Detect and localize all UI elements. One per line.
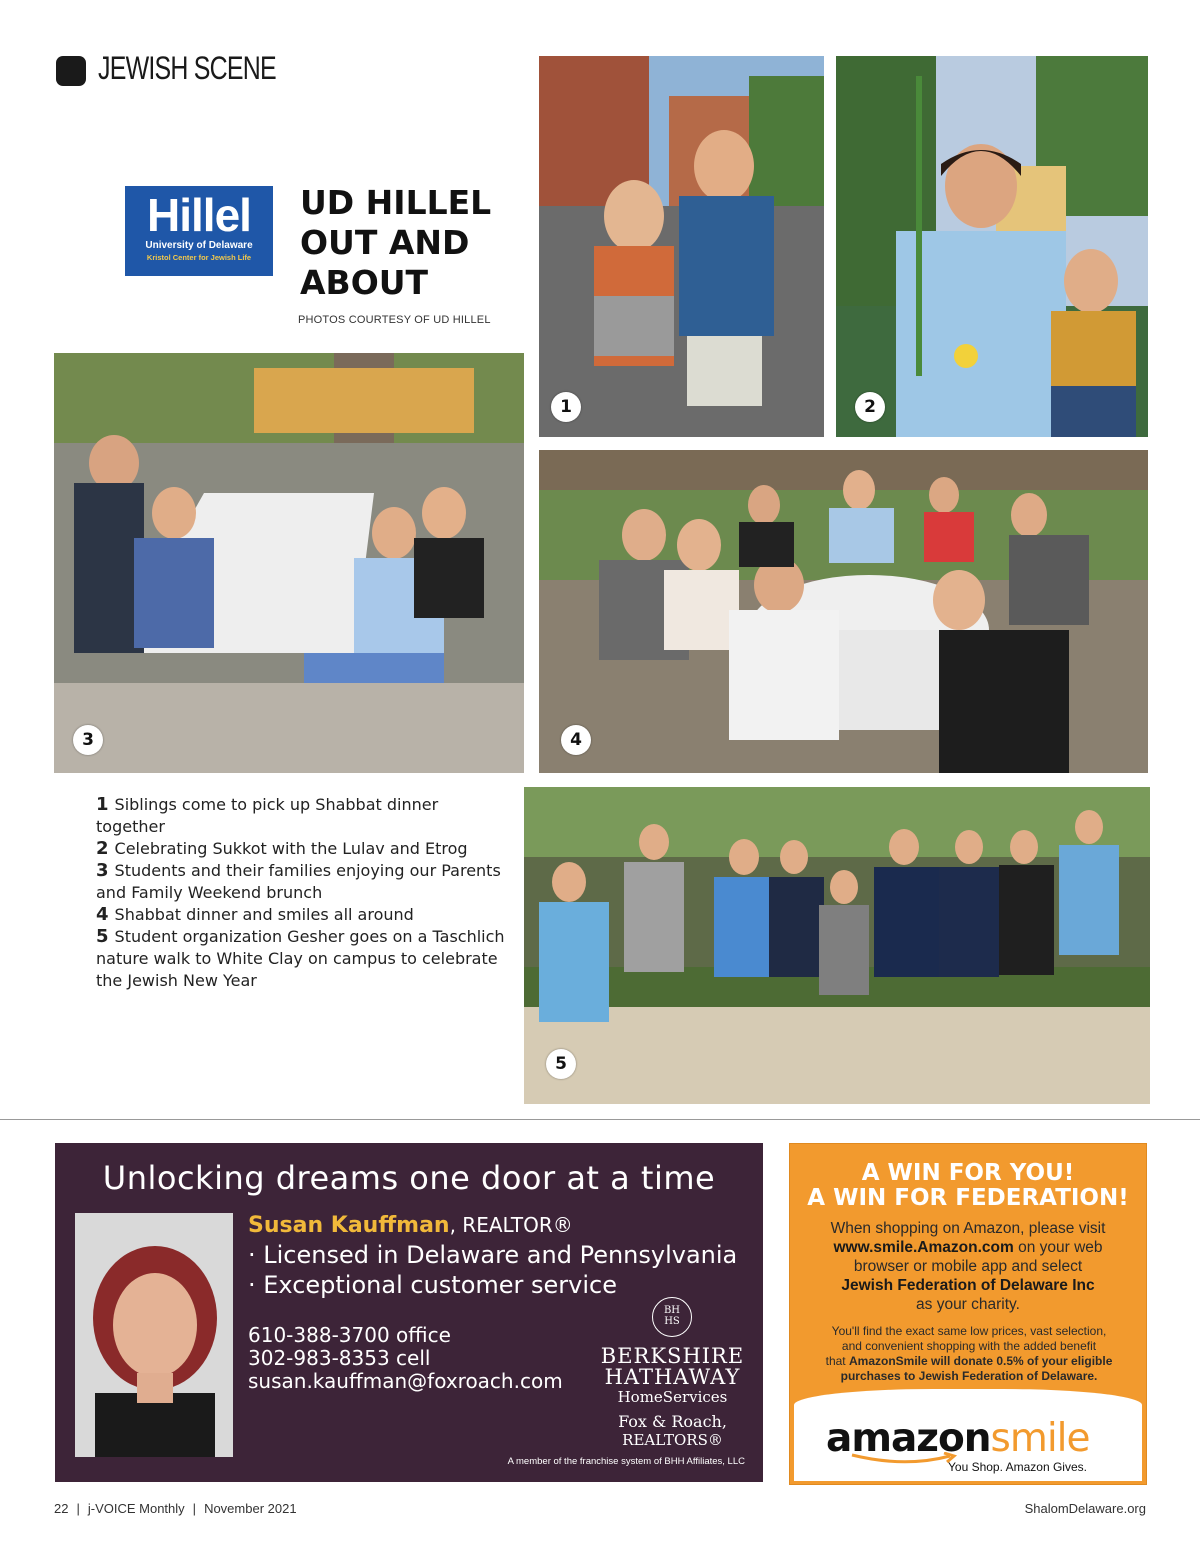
photo-badge: 1 xyxy=(551,392,581,422)
amazon-headline: A WIN FOR FEDERATION! xyxy=(807,1185,1129,1211)
caption-item: 5 Student organization Gesher goes on a Taschlich nature walk to White Clay on campus to celebrate the Jewish New Year xyxy=(96,926,505,990)
page-number: 22 xyxy=(54,1501,69,1516)
agent-email: susan.kauffman@foxroach.com xyxy=(248,1369,563,1393)
bh-line: BERKSHIRE xyxy=(600,1344,745,1368)
photo-badge: 5 xyxy=(546,1049,576,1079)
agent-photo xyxy=(75,1213,233,1457)
photo-2 xyxy=(836,56,1148,437)
photo-badge: 3 xyxy=(73,725,103,755)
amazon-tagline: You Shop. Amazon Gives. xyxy=(948,1460,1087,1474)
article-title xyxy=(300,183,530,303)
page-footer-left: 22 | j-VOICE Monthly | November 2021 xyxy=(54,1501,297,1516)
amazon-smile-arrow-icon xyxy=(850,1452,960,1466)
section-title: JEWISH SCENE xyxy=(98,50,276,86)
caption-item: 1 Siblings come to pick up Shabbat dinner together xyxy=(96,794,439,836)
bh-line: Fox & Roach, xyxy=(618,1412,727,1431)
issue-date: November 2021 xyxy=(204,1501,297,1516)
footer-website: ShalomDelaware.org xyxy=(1024,1501,1146,1516)
page-divider xyxy=(0,1119,1200,1120)
hillel-logo-line2: Kristol Center for Jewish Life xyxy=(146,253,252,262)
amazonsmile-logo: amazonsmile xyxy=(826,1416,1090,1461)
publication-name: j-VOICE Monthly xyxy=(87,1501,185,1516)
section-marker-icon xyxy=(56,56,86,86)
amazon-details: You'll find the exact same low prices, vast selection, and convenient shopping with the added benefit that AmazonSmile will donate 0.5% of your eligible purchases to Jewish Federation of Delaware. xyxy=(825,1324,1113,1383)
hillel-logo xyxy=(125,186,273,276)
realtor-ad xyxy=(55,1143,763,1482)
photo-badge: 2 xyxy=(855,392,885,422)
bh-line: REALTORS® xyxy=(622,1431,723,1449)
bh-line: HATHAWAY xyxy=(604,1365,741,1389)
article-title-line: OUT AND xyxy=(300,223,470,262)
agent-bullet: · Licensed in Delaware and Pennsylvania xyxy=(248,1241,738,1269)
amazon-body: When shopping on Amazon, please visit www.smile.Amazon.com on your web browser or mobile app and select Jewish Federation of Delaware Inc as your charity. xyxy=(830,1220,1106,1313)
hillel-logo-line1: University of Delaware xyxy=(145,240,253,251)
caption-item: 3 Students and their families enjoying our Parents and Family Weekend brunch xyxy=(96,860,501,902)
hillel-logo-word: Hillel xyxy=(147,189,251,241)
amazon-headline: A WIN FOR YOU! xyxy=(861,1160,1075,1186)
agent-phone-office: 610-388-3700 office xyxy=(248,1323,451,1347)
photo-5 xyxy=(524,787,1150,1104)
realtor-headline: Unlocking dreams one door at a time xyxy=(102,1159,716,1197)
photo-3 xyxy=(54,353,524,773)
caption-item: 4 Shabbat dinner and smiles all around xyxy=(96,904,414,925)
caption-item: 2 Celebrating Sukkot with the Lulav and Etrog xyxy=(96,838,468,859)
photo-credit: PHOTOS COURTESY OF UD HILLEL xyxy=(298,314,491,326)
article-title-line: ABOUT xyxy=(300,263,429,302)
amazon-smile-ad xyxy=(789,1143,1147,1485)
agent-bullet: · Exceptional customer service xyxy=(248,1271,617,1299)
agent-phone-cell: 302-983-8353 cell xyxy=(248,1346,431,1370)
photo-1 xyxy=(539,56,824,437)
bhhs-seal-icon: BH HS xyxy=(652,1297,692,1337)
agent-name: Susan Kauffman, REALTOR® xyxy=(248,1213,573,1238)
photo-captions xyxy=(96,794,511,992)
photo-4 xyxy=(539,450,1148,773)
photo-badge: 4 xyxy=(561,725,591,755)
bh-member-note: A member of the franchise system of BHH Affiliates, LLC xyxy=(507,1456,745,1467)
bh-line: HomeServices xyxy=(617,1388,728,1406)
article-title-line: UD HILLEL xyxy=(300,183,492,222)
